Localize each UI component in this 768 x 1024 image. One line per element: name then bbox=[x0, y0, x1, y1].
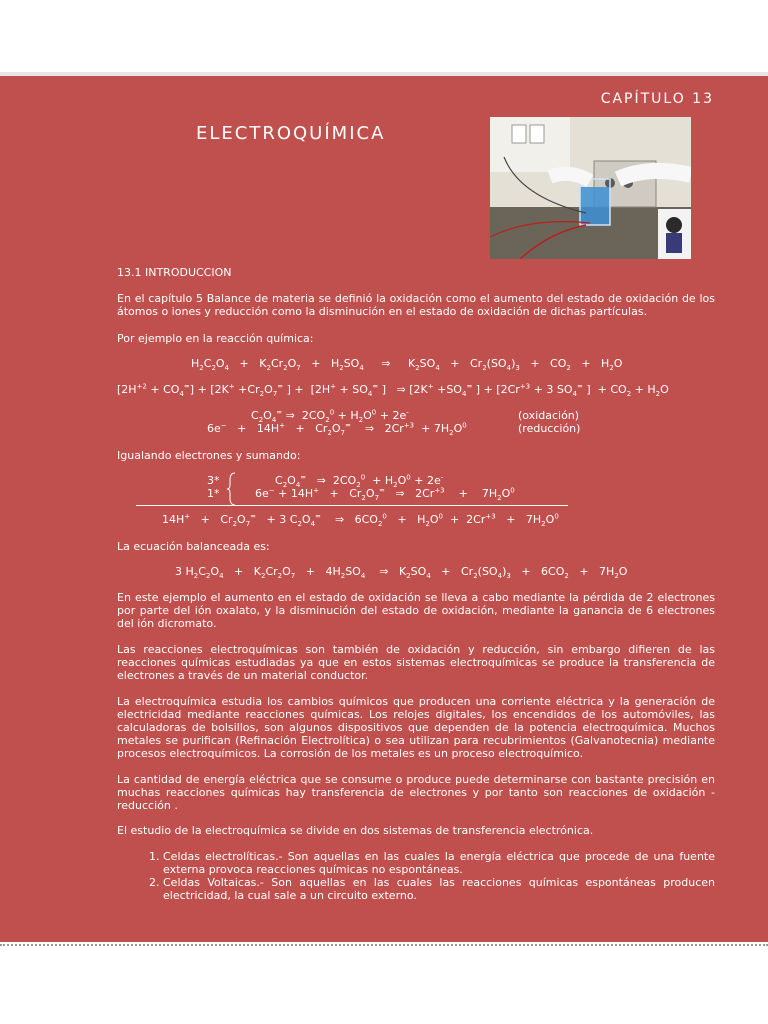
chapter-label: CAPÍTULO 13 bbox=[600, 91, 714, 107]
lab-photo-illustration bbox=[490, 117, 691, 259]
paragraph-1: En el capítulo 5 Balance de materia se definió la oxidación como el aumento del estado de oxidación de los átomos o iones y reducción como la disminución en el estado de oxidación de dichas partículas. bbox=[117, 292, 715, 318]
bottom-divider bbox=[0, 944, 768, 946]
brace-icon bbox=[226, 472, 236, 506]
section-heading: 13.1 INTRODUCCION bbox=[117, 266, 232, 279]
multiplier-1: 1* bbox=[207, 487, 220, 500]
cell-types-list bbox=[117, 850, 715, 902]
paragraph-5: En este ejemplo el aumento en el estado de oxidación se lleva a cabo mediante la pérdida de 2 electrones por parte del ión oxalato, y la disminución del estado de oxidación, mediante la ganancia de 6 electrones del ión dicromato. bbox=[117, 591, 715, 630]
sum-oxidation: $C_2O_4^=$ ⇒ $2CO_2^0 + H_2O^0 + 2e^-$ bbox=[275, 473, 444, 490]
label-reduction: (reducción) bbox=[518, 422, 581, 435]
label-oxidation: (oxidación) bbox=[518, 409, 580, 422]
paragraph-3: Igualando electrones y sumando: bbox=[117, 449, 301, 462]
equation-ionic: $[2H^{+2} + CO_4^=] + [2K^+ +Cr_2O_7^=$ ] + [$2H^+ + SO_4^=$ ] ⇒ [$2K^+ +SO_4^=$ ] + [$2Cr^{+3} + 3$ $SO_4^=$ ] + $CO_2 + H_2O$ bbox=[117, 382, 669, 399]
equation-balanced: 3 $H_2C_2O_4 + K_2Cr_2O_7 + 4H_2SO_4$ ⇒ $K_2SO_4 + Cr_2(SO_4)_3 + 6CO_2 + 7H_2O$ bbox=[175, 565, 628, 581]
list-item: 2. Celdas Voltaicas.- Son aquellas en las cuales las reacciones químicas espontáneas producen electricidad, la cual sale a un circuito externo. bbox=[163, 876, 715, 902]
lab-photo bbox=[490, 117, 691, 259]
equation-net-ionic: $14H^+ + Cr_2O_7^= + 3$ $C_2O_4^=$ ⇒ $6CO_2^0 + H_2O^0 + 2Cr^{+3} + 7H_2O^0$ bbox=[162, 512, 559, 529]
paragraph-4: La ecuación balanceada es: bbox=[117, 540, 270, 553]
equation-molecular: $H_2C_2O_4 + K_2Cr_2O_7 + H_2SO_4$ ⇒ $K_2SO_4 + Cr_2(SO_4)_3 + CO_2 + H_2O$ bbox=[191, 357, 623, 373]
paragraph-8: La cantidad de energía eléctrica que se consume o produce puede determinarse con bastante precisión en muchas reacciones químicas hay transferencia de electrones y por tanto son reacciones de oxidación - reducción . bbox=[117, 773, 715, 812]
half-reaction-oxidation: $C_2O_4^=$ ⇒ $2CO_2^0 + H_2O^0 + 2e^-$ bbox=[251, 408, 409, 425]
paragraph-9: El estudio de la electroquímica se divide en dos sistemas de transferencia electrónica. bbox=[117, 824, 594, 837]
document-page bbox=[0, 76, 768, 942]
half-reaction-reduction: $6e^- + 14H^+ + Cr_2O_7^=$ ⇒ $2Cr^{+3} + 7H_2O^0$ bbox=[207, 421, 467, 438]
page-title: ELECTROQUÍMICA bbox=[196, 123, 386, 144]
paragraph-2: Por ejemplo en la reacción química: bbox=[117, 332, 314, 345]
multiplier-3: 3* bbox=[207, 474, 220, 487]
sum-reduction: $6e^- + 14H^+ + Cr_2O_7^=$ ⇒ $2Cr^{+3}$ + $7H_2O^0$ bbox=[255, 486, 515, 503]
sum-divider bbox=[136, 505, 568, 506]
paragraph-6: Las reacciones electroquímicas son también de oxidación y reducción, sin embargo difieren de las reacciones químicas estudiadas ya que en estos sistemas electroquímicas se produce la transferencia de electrones a través de un material conductor. bbox=[117, 643, 715, 682]
list-item: 1. Celdas electrolíticas.- Son aquellas en las cuales la energía eléctrica que procede de una fuente externa provoca reacciones químicas no espontáneas. bbox=[163, 850, 715, 876]
paragraph-7: La electroquímica estudia los cambios químicos que producen una corriente eléctrica y la generación de electricidad mediante reacciones químicas. Los relojes digitales, los encendidos de los automóviles, las calculadoras de bolsillos, son algunos dispositivos que dependen de la potencia electroquímica. Muchos metales se purifican (Refinación Electrolítica) o sea utilizan para recubrimientos (Galvanotecnia) mediante procesos electroquímicos. La corrosión de los metales es un proceso electroquímico. bbox=[117, 695, 715, 760]
